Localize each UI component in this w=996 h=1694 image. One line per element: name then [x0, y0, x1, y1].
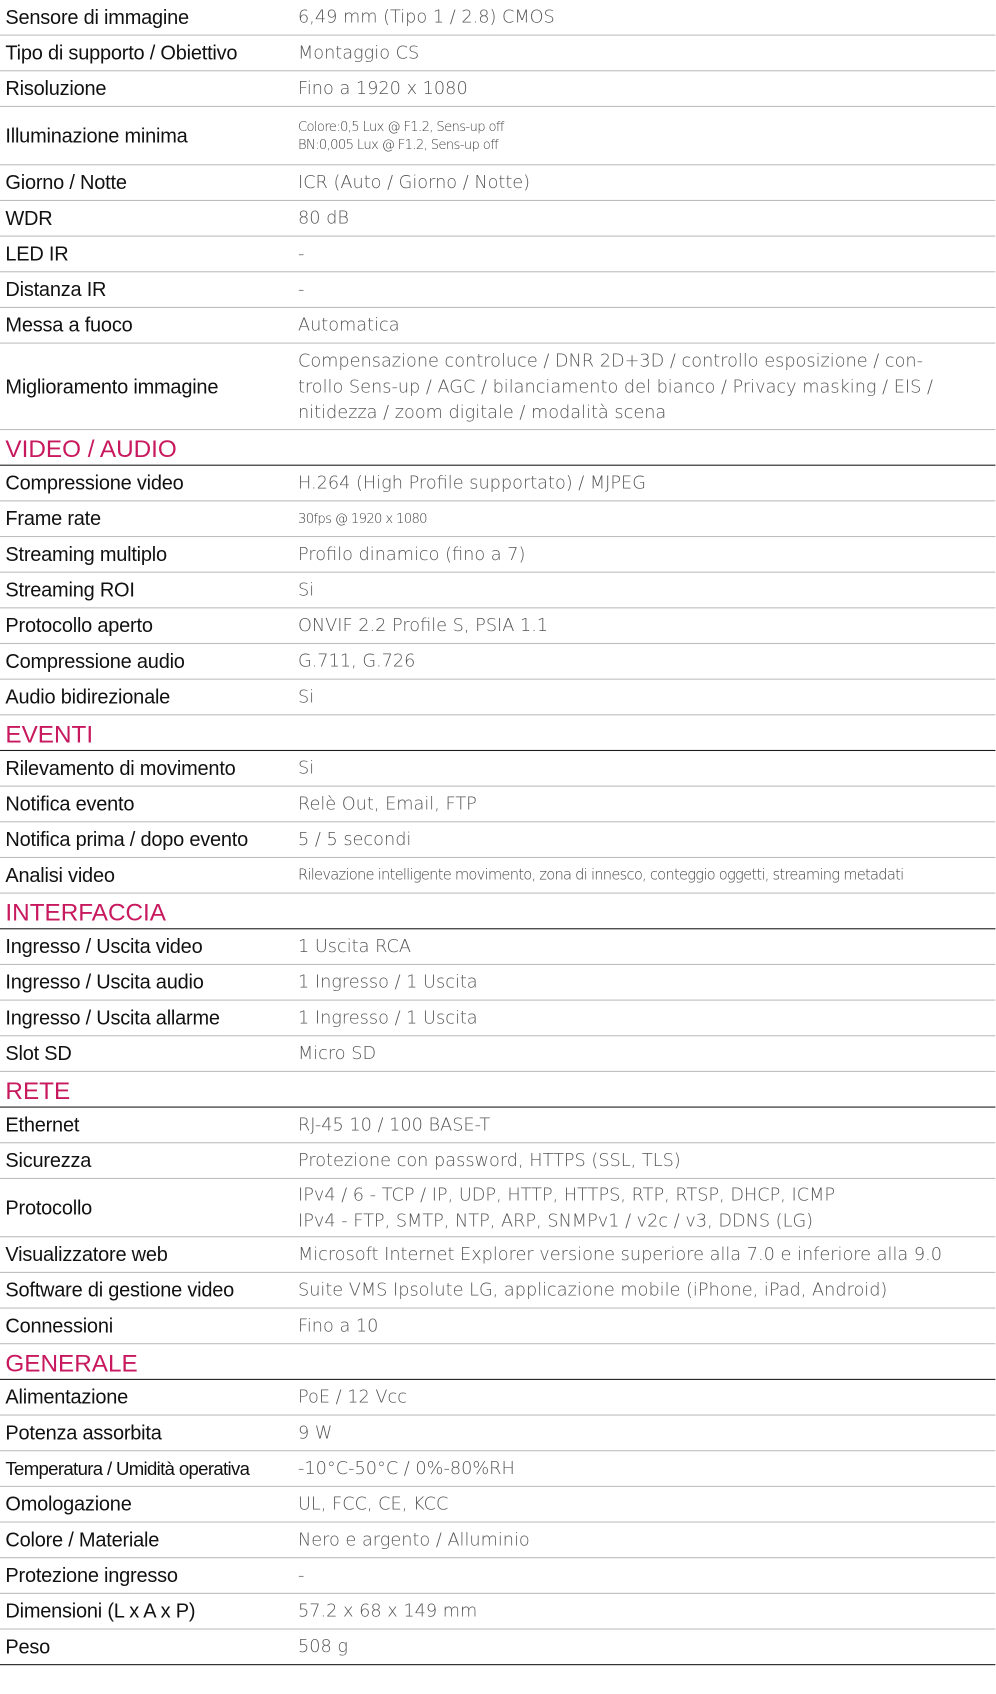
spec-value: Automatica	[297, 314, 400, 335]
spec-label: Miglioramento immagine	[5, 374, 219, 398]
spec-label: Connessioni	[5, 1314, 113, 1337]
spec-value: 57.2 x 68 x 149 mm	[297, 1600, 478, 1621]
spec-section	[0, 430, 995, 715]
spec-row	[0, 1237, 995, 1273]
spec-label: Alimentazione	[5, 1385, 129, 1409]
spec-label: Analisi video	[5, 863, 115, 887]
spec-row	[0, 787, 995, 823]
spec-value: PoE / 12 Vcc	[297, 1386, 407, 1407]
spec-row	[0, 965, 995, 1001]
spec-row	[0, 1594, 995, 1630]
spec-value: Si	[297, 579, 315, 600]
spec-value: Rilevazione intelligente movimento, zona di innesco, conteggio oggetti, streaming metadati	[297, 866, 904, 884]
spec-value: RJ-45 10 / 100 BASE-T	[297, 1114, 491, 1135]
spec-label: Protezione ingresso	[5, 1563, 178, 1587]
spec-value: UL, FCC, CE, KCC	[297, 1493, 449, 1514]
spec-value: 30fps @ 1920 x 1080	[297, 510, 427, 526]
spec-row	[0, 822, 995, 858]
spec-label: Potenza assorbita	[5, 1420, 162, 1444]
spec-row	[0, 237, 995, 273]
section-title: INTERFACCIA	[0, 894, 995, 930]
spec-value: G.711, G.726	[297, 650, 416, 672]
spec-row	[0, 573, 995, 609]
spec-value: ONVIF 2.2 Profile S, PSIA 1.1	[297, 614, 549, 636]
spec-row	[0, 1451, 995, 1487]
spec-value: -10°C-50°C / 0%-80%RH	[297, 1457, 515, 1479]
spec-value: Fino a 1920 x 1080	[297, 77, 468, 99]
spec-section	[0, 1344, 995, 1665]
spec-label: Sicurezza	[5, 1148, 92, 1172]
section-title: EVENTI	[0, 715, 995, 751]
spec-label: Notifica evento	[5, 792, 135, 815]
spec-label: WDR	[5, 206, 53, 230]
spec-label: Slot SD	[5, 1041, 72, 1065]
spec-label: Illuminazione minima	[5, 123, 188, 147]
spec-row	[0, 0, 995, 36]
spec-value: Compensazione controluce / DNR 2D+3D / controllo esposizione / con- trollo Sens-up / AGC / bilanciamento del bianco / Privacy masking / EIS / nitidezza / zoom digitale / modalità scena	[297, 349, 933, 422]
spec-label: Ingresso / Uscita video	[5, 934, 203, 958]
spec-label: Dimensioni (L x A x P)	[5, 1599, 196, 1622]
spec-label: Colore / Materiale	[5, 1527, 160, 1551]
spec-row	[0, 1273, 995, 1309]
spec-value: 508 g	[297, 1636, 349, 1657]
spec-value: 80 dB	[297, 207, 349, 229]
spec-value: Protezione con password, HTTPS (SSL, TLS)	[297, 1149, 681, 1171]
spec-label: Protocollo	[5, 1195, 93, 1219]
spec-section	[0, 715, 995, 893]
spec-label: Frame rate	[5, 506, 101, 530]
spec-row	[0, 272, 995, 308]
spec-row	[0, 1179, 995, 1237]
spec-value: Colore:0,5 Lux @ F1.2, Sens-up off BN:0,005 Lux @ F1.2, Sens-up off	[297, 118, 504, 152]
spec-value: -	[297, 1564, 305, 1586]
spec-value: Si	[297, 757, 315, 779]
spec-label: Notifica prima / dopo evento	[5, 827, 249, 851]
spec-row	[0, 1523, 995, 1559]
spec-label: Ingresso / Uscita allarme	[5, 1006, 220, 1029]
spec-value: Suite VMS Ipsolute LG, applicazione mobile (iPhone, iPad, Android)	[297, 1279, 888, 1300]
spec-value: Microsoft Internet Explorer versione superiore alla 7.0 e inferiore alla 9.0	[297, 1243, 942, 1265]
spec-row	[0, 608, 995, 644]
spec-value: Nero e argento / Alluminio	[297, 1529, 530, 1550]
spec-row	[0, 71, 995, 107]
spec-label: Compressione video	[5, 471, 184, 494]
spec-row	[0, 1416, 995, 1452]
spec-label: Tipo di supporto / Obiettivo	[5, 41, 238, 64]
spec-row	[0, 929, 995, 965]
spec-value: H.264 (High Profile supportato) / MJPEG	[297, 472, 646, 493]
section-title: GENERALE	[0, 1344, 995, 1380]
spec-value: ICR (Auto / Giorno / Notte)	[297, 171, 531, 193]
spec-value: 5 / 5 secondi	[297, 828, 412, 850]
spec-row	[0, 644, 995, 680]
spec-row	[0, 1630, 995, 1666]
spec-section	[0, 1072, 995, 1344]
spec-label: Sensore di immagine	[5, 5, 189, 29]
spec-label: Temperatura / Umidità operativa	[5, 1457, 250, 1479]
spec-section	[0, 894, 995, 1072]
spec-label: Streaming ROI	[5, 578, 135, 601]
spec-label: Giorno / Notte	[5, 170, 127, 194]
spec-value: -	[297, 243, 305, 264]
spec-row	[0, 36, 995, 72]
spec-value: 9 W	[297, 1422, 333, 1443]
spec-value: IPv4 / 6 - TCP / IP, UDP, HTTP, HTTPS, RTP, RTSP, DHCP, ICMP IPv4 - FTP, SMTP, NTP, ARP, SNMPv1 / v2c / v3, DDNS (LG)	[297, 1183, 836, 1231]
spec-row	[0, 201, 995, 237]
spec-row	[0, 344, 995, 430]
spec-label: Risoluzione	[5, 76, 107, 100]
spec-label: Software di gestione video	[5, 1278, 235, 1302]
spec-label: Streaming multiplo	[5, 542, 167, 566]
spec-label: Audio bidirezionale	[5, 685, 171, 708]
spec-row	[0, 1558, 995, 1594]
spec-value: 1 Ingresso / 1 Uscita	[297, 971, 478, 992]
spec-row	[0, 466, 995, 502]
spec-value: Relè Out, Email, FTP	[297, 793, 477, 814]
spec-label: Protocollo aperto	[5, 613, 153, 637]
spec-label: LED IR	[5, 242, 69, 265]
spec-value: 1 Uscita RCA	[297, 935, 411, 957]
spec-row	[0, 1309, 995, 1345]
spec-row	[0, 107, 995, 165]
spec-value: Fino a 10	[297, 1315, 379, 1336]
spec-row	[0, 680, 995, 716]
spec-row	[0, 1036, 995, 1072]
spec-value: -	[297, 278, 305, 300]
spec-label: Compressione audio	[5, 649, 185, 673]
section-title: VIDEO / AUDIO	[0, 430, 995, 466]
spec-row	[0, 165, 995, 201]
spec-row	[0, 751, 995, 787]
spec-label: Ingresso / Uscita audio	[5, 970, 204, 994]
spec-row	[0, 308, 995, 344]
spec-label: Omologazione	[5, 1492, 132, 1516]
spec-row	[0, 501, 995, 537]
spec-label: Rilevamento di movimento	[5, 756, 236, 780]
spec-row	[0, 1380, 995, 1416]
spec-label: Peso	[5, 1634, 51, 1658]
spec-row	[0, 537, 995, 573]
spec-row	[0, 1001, 995, 1037]
spec-label: Messa a fuoco	[5, 313, 133, 337]
spec-row	[0, 1487, 995, 1523]
spec-value: 6,49 mm (Tipo 1 / 2.8) CMOS	[297, 6, 555, 28]
spec-value: Micro SD	[297, 1042, 377, 1064]
spec-value: Profilo dinamico (fino a 7)	[297, 543, 526, 565]
section-title: RETE	[0, 1072, 995, 1108]
spec-value: Si	[297, 686, 315, 707]
spec-value: Montaggio CS	[297, 42, 420, 63]
spec-row	[0, 858, 995, 894]
spec-label: Ethernet	[5, 1113, 80, 1136]
spec-section	[0, 0, 995, 430]
spec-value: 1 Ingresso / 1 Uscita	[297, 1007, 478, 1028]
spec-row	[0, 1108, 995, 1144]
spec-label: Visualizzatore web	[5, 1242, 168, 1266]
spec-row	[0, 1143, 995, 1179]
spec-label: Distanza IR	[5, 277, 107, 301]
